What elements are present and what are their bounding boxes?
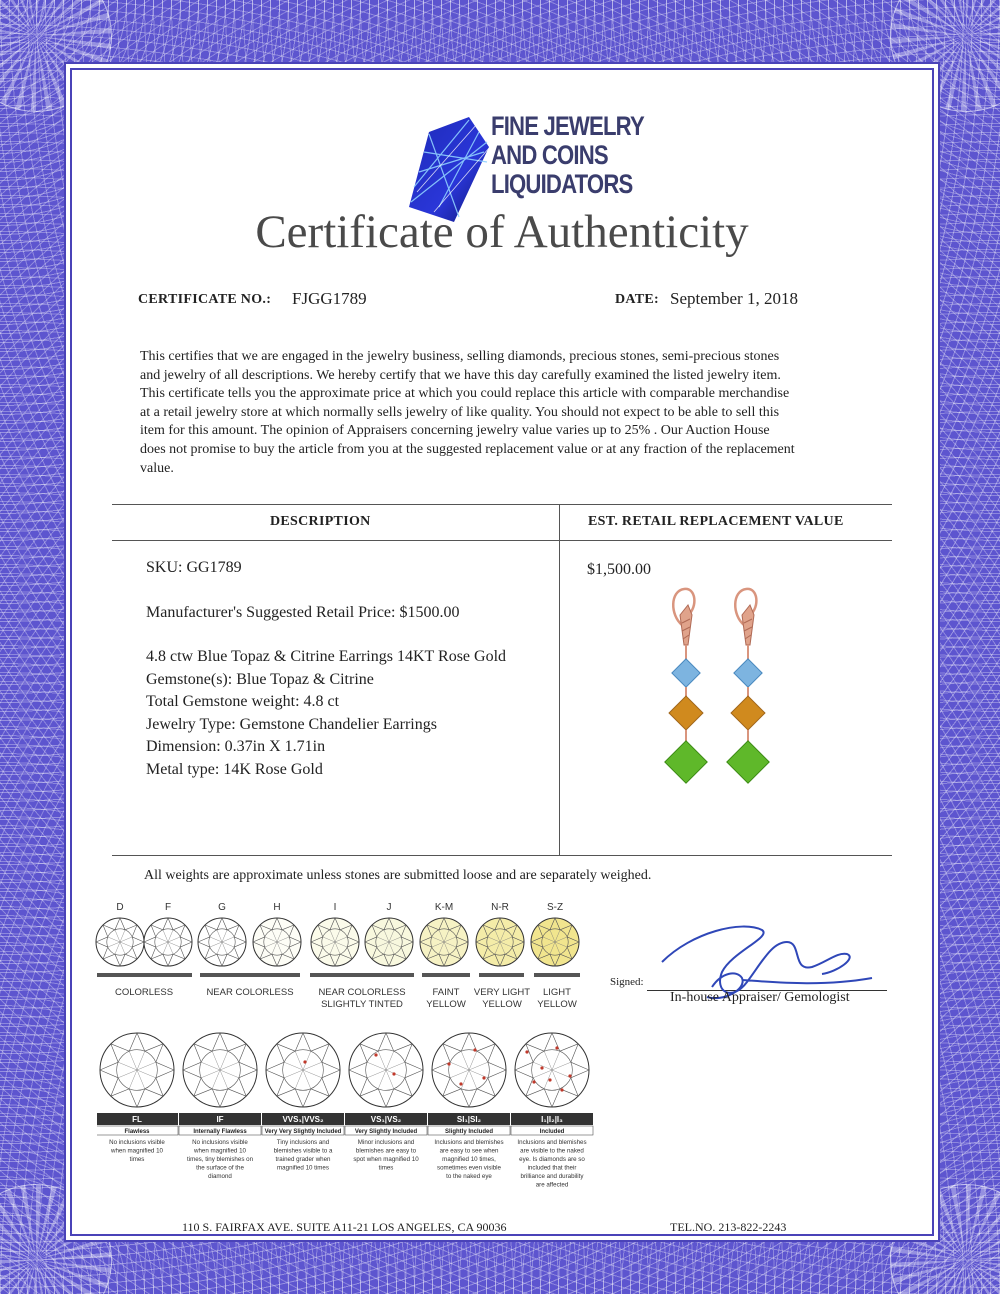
certificate-no-value: FJGG1789 [292, 289, 367, 308]
clarity-description: blemishes visible to a [273, 1147, 333, 1155]
color-grade-label: N-R [491, 902, 509, 913]
description-header: DESCRIPTION [270, 514, 371, 529]
company-name [491, 112, 644, 199]
company-name-line: LIQUIDATORS [491, 169, 633, 199]
clarity-description: brilliance and durability [520, 1173, 584, 1180]
color-grade-label: G [218, 902, 226, 913]
color-grade-label: K-M [434, 902, 454, 913]
company-name-line: FINE JEWELRY [491, 111, 644, 141]
replacement-value: $1,500.00 [587, 561, 651, 578]
item-description [146, 557, 506, 781]
clarity-description: are affected [535, 1181, 569, 1189]
color-diamond-icon [198, 918, 246, 966]
detail-line: 4.8 ctw Blue Topaz & Citrine Earrings 14KT Rose Gold [146, 648, 507, 665]
clarity-code: SI₁|SI₂ [456, 1115, 482, 1124]
clarity-description: the surface of the [196, 1164, 244, 1172]
clarity-description: are visible to the naked [520, 1147, 584, 1155]
clarity-description: times, tiny blemishes on [186, 1156, 254, 1163]
color-group-label: SLIGHTLY TINTED [321, 999, 403, 1010]
clarity-description: No inclusions visible [109, 1139, 165, 1146]
intro-line: at a retail jewelry store at which normally sells jewelry of like quality. You should not expect to be able to sell this [140, 404, 780, 420]
intro-line: does not promise to buy the article from you at the suggested replacement value or at any fraction of the replacement [140, 441, 795, 457]
color-group-label: YELLOW [482, 999, 522, 1010]
clarity-code: IF [216, 1115, 224, 1124]
footer-address: 110 S. FAIRFAX AVE. SUITE A11-21 LOS ANGELES, CA 90036 [182, 1220, 507, 1234]
intro-line: This certificate tells you the approximate price at which you could replace this article with comparable merchandise [140, 386, 790, 402]
clarity-description: times [129, 1156, 145, 1163]
color-group-label: LIGHT [543, 987, 571, 998]
clarity-name: Slightly Included [444, 1129, 494, 1135]
clarity-description: No inclusions visible [192, 1139, 248, 1146]
clarity-code: I₁|I₂|I₃ [541, 1115, 563, 1124]
clarity-code: VS₁|VS₂ [370, 1115, 402, 1124]
company-name-line: AND COINS [491, 140, 608, 170]
clarity-diamond-icon [183, 1033, 257, 1107]
intro-paragraph [140, 348, 882, 478]
appraiser-title: In-house Appraiser/ Gemologist [670, 990, 850, 1005]
clarity-description: Inclusions and blemishes [434, 1139, 504, 1146]
clarity-diamond-icon [432, 1033, 506, 1107]
diamond-clarity-scale [97, 1030, 597, 1230]
clarity-description: spot when magnified 10 [353, 1156, 419, 1163]
color-group-label: VERY LIGHT [473, 987, 531, 998]
earrings-image [652, 585, 792, 810]
clarity-diamond-icon [515, 1033, 589, 1107]
clarity-name: Very Very Slightly Included [264, 1129, 342, 1135]
detail-line: Gemstone(s): Blue Topaz & Citrine [146, 670, 374, 688]
color-diamond-icon [144, 918, 192, 966]
clarity-description: blemishes are easy to [355, 1147, 417, 1155]
certificate-paper [70, 68, 934, 1236]
color-group-bar [422, 973, 470, 977]
clarity-description: when magnified 10 [194, 1147, 246, 1155]
detail-line: Metal type: 14K Rose Gold [146, 760, 323, 778]
weights-note: All weights are approximate unless stones are submitted loose and are separately weighed. [144, 868, 652, 883]
clarity-diamond-icon [100, 1033, 174, 1107]
footer-phone: TEL.NO. 213-822-2243 [670, 1220, 787, 1234]
clarity-description: Tiny inclusions and [276, 1139, 330, 1146]
clarity-description: Inclusions and blemishes [517, 1139, 587, 1146]
page-title: Certificate of Authenticity [255, 206, 749, 258]
diamond-color-scale [92, 900, 592, 1030]
color-diamond-icon [96, 918, 144, 966]
color-group-label: COLORLESS [114, 987, 174, 998]
clarity-description: to the naked eye [446, 1173, 492, 1180]
clarity-description: included that their [527, 1164, 577, 1172]
clarity-diamond-icon [349, 1033, 423, 1107]
sku-line: SKU: GG1789 [146, 559, 242, 576]
clarity-name: Flawless [124, 1129, 150, 1135]
clarity-code: VVS₁|VVS₂ [282, 1115, 324, 1124]
color-diamond-icon [476, 918, 524, 966]
intro-line: and jewelry of all descriptions. We hereby certify that we have this day carefully examined the listed jewelry item. [140, 367, 781, 383]
color-group-bar [310, 973, 414, 977]
color-diamond-icon [311, 918, 359, 966]
column-divider [559, 505, 560, 855]
intro-line: value. [140, 460, 174, 476]
color-grade-label: I [333, 902, 337, 913]
clarity-description: times [378, 1164, 394, 1172]
date-value: September 1, 2018 [670, 289, 798, 308]
clarity-description: Minor inclusions and [357, 1139, 415, 1146]
clarity-description: when magnified 10 [111, 1147, 163, 1155]
clarity-code: FL [132, 1115, 142, 1124]
clarity-description: diamond [208, 1173, 232, 1180]
msrp-line: Manufacturer's Suggested Retail Price: $1500.00 [146, 603, 460, 621]
color-group-bar [97, 973, 192, 977]
clarity-description: magnified 10 times [277, 1164, 329, 1172]
color-diamond-icon [253, 918, 301, 966]
color-group-label: NEAR COLORLESS [318, 987, 406, 998]
color-group-label: FAINT [432, 987, 460, 998]
detail-line: Total Gemstone weight: 4.8 ct [146, 693, 340, 710]
certificate-no-label: CERTIFICATE NO.: [138, 292, 272, 307]
intro-line: This certifies that we are engaged in the jewelry business, selling diamonds, precious stones, semi-precious stones [140, 349, 780, 364]
color-grade-label: H [273, 902, 281, 913]
clarity-diamond-icon [266, 1033, 340, 1107]
clarity-name: Internally Flawless [193, 1129, 247, 1135]
color-group-label: NEAR COLORLESS [206, 987, 294, 998]
color-group-label: YELLOW [537, 999, 577, 1010]
date-label: DATE: [615, 292, 660, 307]
clarity-description: trained grader when [275, 1156, 331, 1163]
clarity-description: sometimes even visible [437, 1164, 501, 1172]
color-grade-label: F [164, 902, 172, 913]
intro-line: item for this amount. The opinion of Appraisers concerning jewelry value varies up to 25% . Our Auction House [140, 423, 770, 439]
color-diamond-icon [531, 918, 579, 966]
clarity-description: eye. Is diamonds are so [519, 1156, 585, 1163]
color-diamond-icon [420, 918, 468, 966]
signed-label: Signed: [610, 976, 644, 988]
color-grade-label: S-Z [546, 902, 564, 913]
clarity-description: magnified 10 times, [442, 1156, 496, 1163]
clarity-name: Very Slightly Included [354, 1129, 418, 1135]
detail-line: Jewelry Type: Gemstone Chandelier Earrings [146, 715, 437, 733]
detail-line: Dimension: 0.37in X 1.71in [146, 738, 326, 755]
color-diamond-icon [365, 918, 413, 966]
color-group-bar [200, 973, 300, 977]
value-header: EST. RETAIL REPLACEMENT VALUE [588, 514, 844, 529]
clarity-name: Included [539, 1129, 565, 1135]
color-group-label: YELLOW [426, 999, 466, 1010]
color-grade-label: J [386, 902, 392, 913]
color-group-bar [534, 973, 580, 977]
color-grade-label: D [116, 902, 124, 913]
clarity-description: are easy to see when [439, 1147, 499, 1155]
description-table [112, 504, 892, 856]
color-group-bar [479, 973, 524, 977]
